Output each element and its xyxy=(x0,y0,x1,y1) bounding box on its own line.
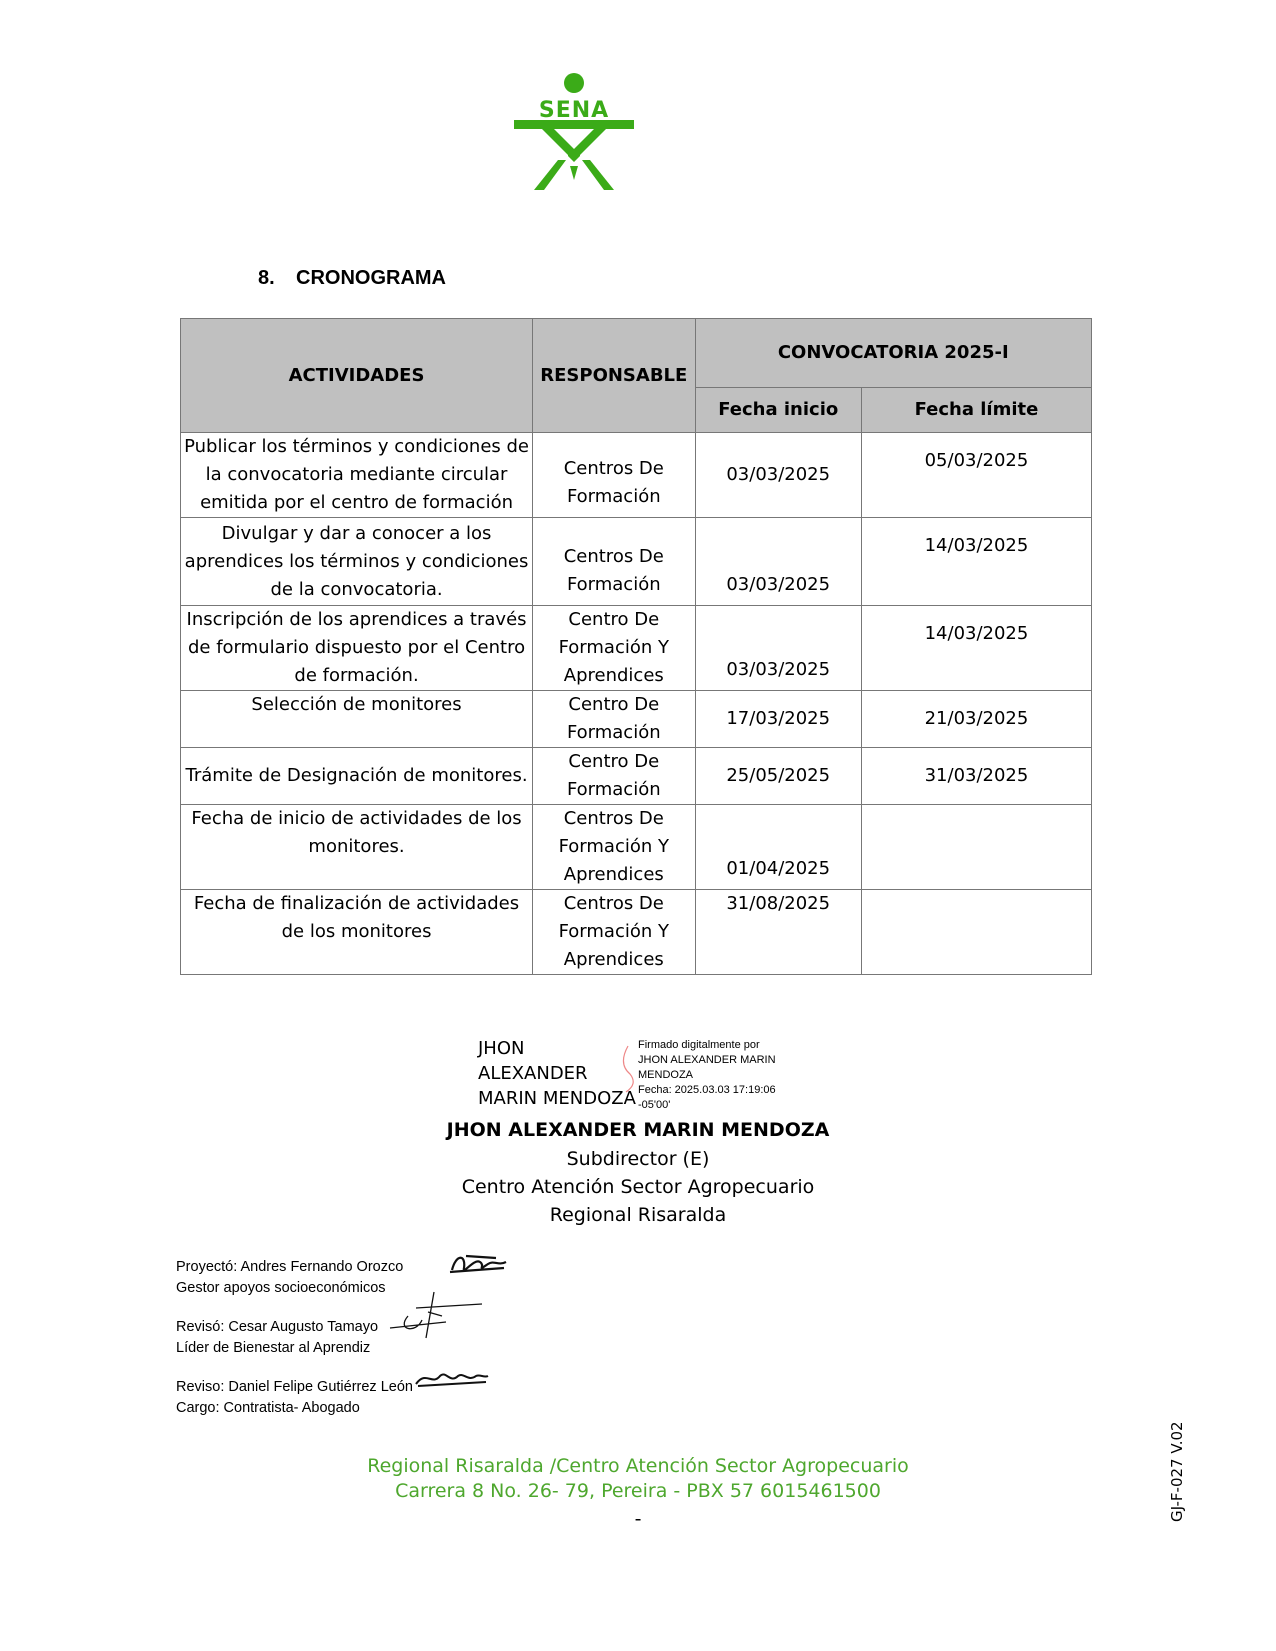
cell-responsable: Centros De Formación xyxy=(533,433,695,518)
cell-inicio: 03/03/2025 xyxy=(695,606,861,691)
cell-inicio: 01/04/2025 xyxy=(695,805,861,890)
sig-note-line: -05'00' xyxy=(638,1099,671,1111)
digital-signature-note xyxy=(638,1038,808,1113)
sig-name-line: MARIN MENDOZA xyxy=(478,1088,636,1109)
cell-inicio: 03/03/2025 xyxy=(695,433,861,518)
cell-actividad: Divulgar y dar a conocer a los aprendices los términos y condiciones de la convocatoria. xyxy=(181,518,533,606)
signer-name: JHON ALEXANDER MARIN MENDOZA xyxy=(446,1119,830,1141)
cell-responsable: Centros De Formación xyxy=(533,518,695,606)
cell-limite: 05/03/2025 xyxy=(861,433,1091,518)
review-line: Revisó: Cesar Augusto Tamayo xyxy=(176,1319,379,1335)
section-title-text: CRONOGRAMA xyxy=(296,267,446,289)
review-line: Proyectó: Andres Fernando Orozco xyxy=(176,1259,404,1275)
footer-dash: - xyxy=(634,1508,642,1530)
cell-actividad: Fecha de inicio de actividades de los monitores. xyxy=(181,805,533,890)
cell-responsable: Centros De Formación Y Aprendices xyxy=(533,805,695,890)
sig-note-line: Fecha: 2025.03.03 17:19:06 xyxy=(638,1084,776,1096)
signer-role: Subdirector (E) xyxy=(566,1148,710,1170)
review-reviewed-1 xyxy=(176,1317,378,1359)
section-number: 8. xyxy=(258,267,275,289)
review-line: Reviso: Daniel Felipe Gutiérrez León xyxy=(176,1379,413,1395)
handwritten-signature-3 xyxy=(414,1368,490,1388)
cell-responsable: Centro De Formación xyxy=(533,691,695,748)
signer-center: Centro Atención Sector Agropecuario xyxy=(461,1176,815,1198)
sig-note-line: MENDOZA xyxy=(638,1069,693,1081)
cell-responsable: Centro De Formación Y Aprendices xyxy=(533,606,695,691)
signer-regional: Regional Risaralda xyxy=(549,1204,727,1226)
cell-inicio: 25/05/2025 xyxy=(695,748,861,805)
cell-actividad: Selección de monitores xyxy=(181,691,533,748)
section-title xyxy=(258,267,446,290)
cell-limite: 14/03/2025 xyxy=(861,518,1091,606)
cell-actividad: Fecha de finalización de actividades de los monitores xyxy=(181,890,533,975)
cell-limite: 21/03/2025 xyxy=(861,691,1091,748)
sena-logo xyxy=(514,70,634,190)
review-line: Cargo: Contratista- Abogado xyxy=(176,1400,360,1416)
sig-note-line: Firmado digitalmente por xyxy=(638,1039,760,1051)
header-responsable: RESPONSABLE xyxy=(533,319,695,433)
handwritten-signature-2 xyxy=(386,1290,486,1342)
cell-limite: 31/03/2025 xyxy=(861,748,1091,805)
logo-text: SENA xyxy=(538,98,610,123)
review-line: Líder de Bienestar al Aprendiz xyxy=(176,1340,371,1356)
footer-address-line1: Regional Risaralda /Centro Atención Sector Agropecuario xyxy=(367,1455,909,1477)
cell-actividad: Inscripción de los aprendices a través de formulario dispuesto por el Centro de formación. xyxy=(181,606,533,691)
table-row xyxy=(181,433,1092,518)
cell-actividad: Publicar los términos y condiciones de la convocatoria mediante circular emitida por el centro de formación xyxy=(181,433,533,518)
table-row xyxy=(181,606,1092,691)
cell-responsable: Centro De Formación xyxy=(533,748,695,805)
cell-limite xyxy=(861,805,1091,890)
table-row xyxy=(181,748,1092,805)
review-reviewed-2 xyxy=(176,1377,413,1419)
cell-inicio: 31/08/2025 xyxy=(695,890,861,975)
handwritten-signature-1 xyxy=(446,1250,510,1278)
cell-inicio: 17/03/2025 xyxy=(695,691,861,748)
table-row xyxy=(181,518,1092,606)
sig-note-line: JHON ALEXANDER MARIN xyxy=(638,1054,776,1066)
sig-name-line: JHON xyxy=(478,1038,525,1059)
cell-limite: 14/03/2025 xyxy=(861,606,1091,691)
review-line: Gestor apoyos socioeconómicos xyxy=(176,1280,386,1296)
table-row xyxy=(181,805,1092,890)
cell-responsable: Centros De Formación Y Aprendices xyxy=(533,890,695,975)
table-row xyxy=(181,890,1092,975)
sig-name-line: ALEXANDER xyxy=(478,1063,588,1084)
cell-actividad: Trámite de Designación de monitores. xyxy=(181,748,533,805)
cell-limite xyxy=(861,890,1091,975)
schedule-table xyxy=(180,318,1092,975)
document-code: GJ-F-027 V.02 xyxy=(1168,1421,1186,1522)
header-actividades: ACTIVIDADES xyxy=(181,319,533,433)
table-row xyxy=(181,691,1092,748)
header-fecha-limite: Fecha límite xyxy=(861,388,1091,433)
header-fecha-inicio: Fecha inicio xyxy=(695,388,861,433)
cell-inicio: 03/03/2025 xyxy=(695,518,861,606)
review-projected xyxy=(176,1257,403,1299)
header-convocatoria: CONVOCATORIA 2025-I xyxy=(695,319,1092,388)
footer-address-line2: Carrera 8 No. 26- 79, Pereira - PBX 57 6015461500 xyxy=(395,1480,881,1502)
digital-signature-name xyxy=(478,1036,636,1111)
